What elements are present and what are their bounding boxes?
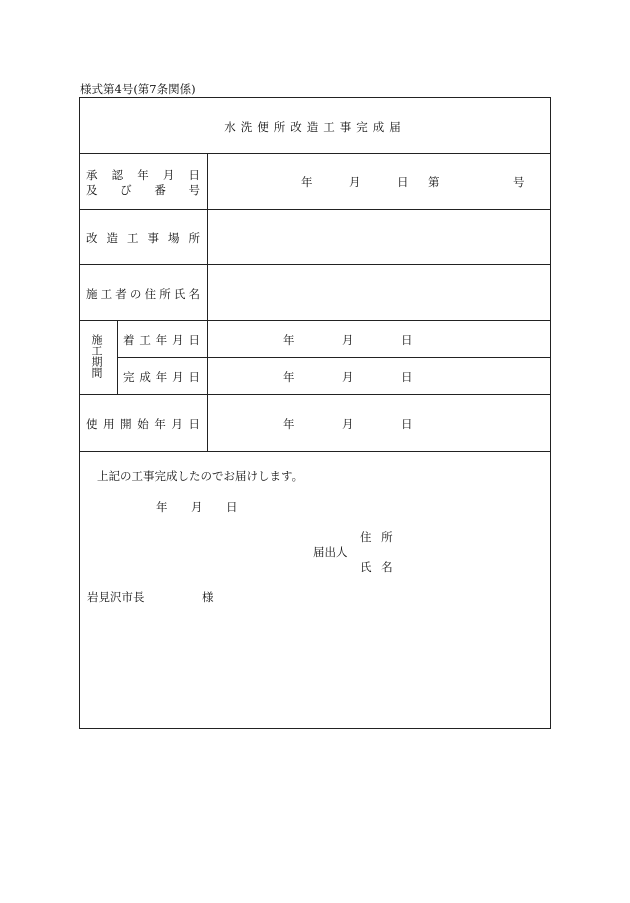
start-year-unit: 年 [283,333,295,347]
addressee: 岩見沢市長 [87,590,145,604]
period-group-label: 施工期間 [90,334,103,378]
form-table [79,97,551,729]
usage-month-unit: 月 [342,417,354,431]
applicant-address-label: 住 所 [360,530,393,544]
completion-date-label: 完 成 年 月 日 [123,370,200,384]
start-day-unit: 日 [401,333,413,347]
usage-year-unit: 年 [283,417,295,431]
approval-label-line2: 及 び 番 号 [86,183,200,197]
row-divider [80,451,550,452]
form-number: 様式第4号(第7条関係) [80,82,196,96]
declaration-year-unit: 年 [156,500,168,514]
addressee-honorific: 様 [202,590,214,604]
row-divider [80,264,550,265]
location-label: 改 造 工 事 場 所 [86,231,200,245]
form-title: 水洗便所改造工事完成届 [224,120,406,134]
applicant-name-label: 氏 名 [360,560,393,574]
approval-month-unit: 月 [349,175,361,189]
row-divider [117,357,550,358]
column-divider [117,320,118,394]
row-divider [80,394,550,395]
start-date-label: 着 工 年 月 日 [123,333,200,347]
start-month-unit: 月 [342,333,354,347]
usage-day-unit: 日 [401,417,413,431]
row-divider [80,209,550,210]
declaration-statement: 上記の工事完成したのでお届けします。 [97,469,304,483]
usage-start-label: 使 用 開 始 年 月 日 [86,417,200,431]
contractor-label: 施 工 者 の 住 所 氏 名 [86,287,200,301]
approval-label-line1: 承 認 年 月 日 [86,168,200,182]
completion-year-unit: 年 [283,370,295,384]
completion-day-unit: 日 [401,370,413,384]
row-divider [80,153,550,154]
row-divider [80,320,550,321]
declaration-day-unit: 日 [226,500,238,514]
approval-dai-label: 第 [428,175,440,189]
applicant-label: 届出人 [313,545,348,559]
approval-day-unit: 日 [397,175,409,189]
approval-go-label: 号 [513,175,525,189]
column-divider [207,153,208,451]
approval-year-unit: 年 [301,175,313,189]
declaration-month-unit: 月 [191,500,203,514]
completion-month-unit: 月 [342,370,354,384]
